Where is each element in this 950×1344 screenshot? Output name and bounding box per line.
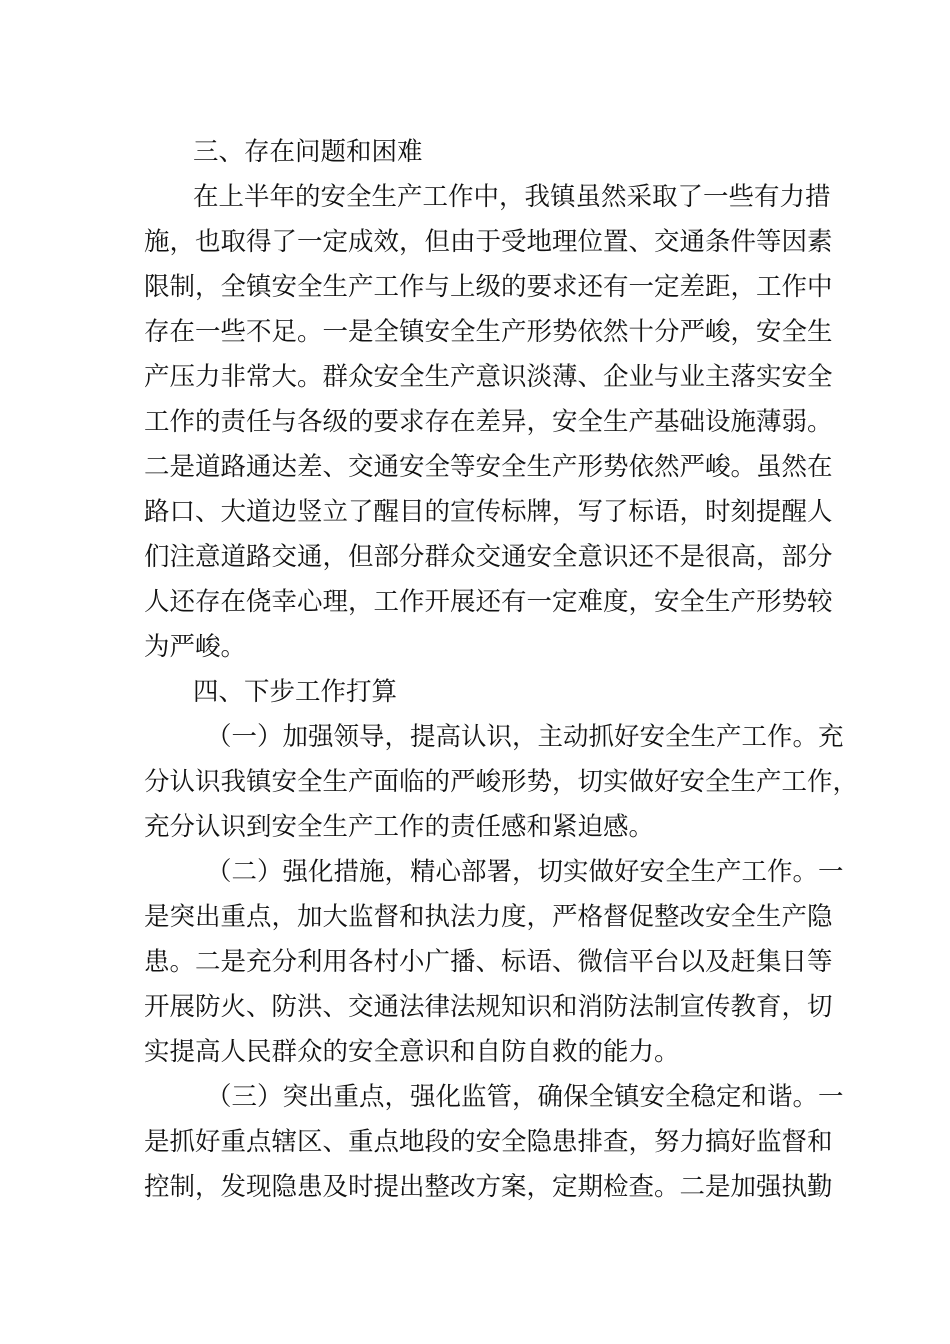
paragraph-line: 工作的责任与各级的要求存在差异，安全生产基础设施薄弱。: [144, 407, 833, 437]
paragraph-line: 们注意道路交通，但部分群众交通安全意识还不是很高，部分: [144, 542, 833, 572]
paragraph-line: 限制，全镇安全生产工作与上级的要求还有一定差距，工作中: [144, 272, 833, 302]
paragraph-line: （三）突出重点，强化监管，确保全镇安全稳定和谐。一: [206, 1082, 844, 1112]
section-3-heading: 三、存在问题和困难: [193, 137, 423, 167]
paragraph-line: 是突出重点，加大监督和执法力度，严格督促整改安全生产隐: [144, 902, 833, 932]
paragraph-line: 在上半年的安全生产工作中，我镇虽然采取了一些有力措: [193, 182, 831, 212]
paragraph-line: 施，也取得了一定成效，但由于受地理位置、交通条件等因素: [144, 227, 833, 257]
paragraph-line: 实提高人民群众的安全意识和自防自救的能力。: [144, 1037, 680, 1067]
paragraph-line: 控制，发现隐患及时提出整改方案，定期检查。二是加强执勤: [144, 1172, 833, 1202]
paragraph-line: 存在一些不足。一是全镇安全生产形势依然十分严峻，安全生: [144, 317, 833, 347]
document-page: [144, 130, 859, 1210]
paragraph-line: （二）强化措施，精心部署，切实做好安全生产工作。一: [206, 857, 844, 887]
section-4-item-2: [144, 850, 844, 1075]
paragraph-line: （一）加强领导，提高认识，主动抓好安全生产工作。充: [206, 722, 844, 752]
section-4-item-1: [144, 715, 859, 850]
section-3-paragraph: [144, 175, 833, 670]
paragraph-line: 二是道路通达差、交通安全等安全生产形势依然严峻。虽然在: [144, 452, 833, 482]
paragraph-line: 人还存在侥幸心理，工作开展还有一定难度，安全生产形势较: [144, 587, 833, 617]
paragraph-line: 为严峻。: [144, 632, 247, 662]
paragraph-line: 是抓好重点辖区、重点地段的安全隐患排查，努力搞好监督和: [144, 1127, 833, 1157]
section-4-item-3: [144, 1075, 844, 1210]
paragraph-line: 充分认识到安全生产工作的责任感和紧迫感。: [144, 812, 655, 842]
paragraph-line: 路口、大道边竖立了醒目的宣传标牌，写了标语，时刻提醒人: [144, 497, 833, 527]
paragraph-line: 开展防火、防洪、交通法律法规知识和消防法制宣传教育，切: [144, 992, 833, 1022]
paragraph-line: 分认识我镇安全生产面临的严峻形势，切实做好安全生产工作，: [144, 767, 859, 797]
paragraph-line: 患。二是充分利用各村小广播、标语、微信平台以及赶集日等: [144, 947, 833, 977]
section-4-heading: 四、下步工作打算: [193, 677, 398, 707]
paragraph-line: 产压力非常大。群众安全生产意识淡薄、企业与业主落实安全: [144, 362, 833, 392]
